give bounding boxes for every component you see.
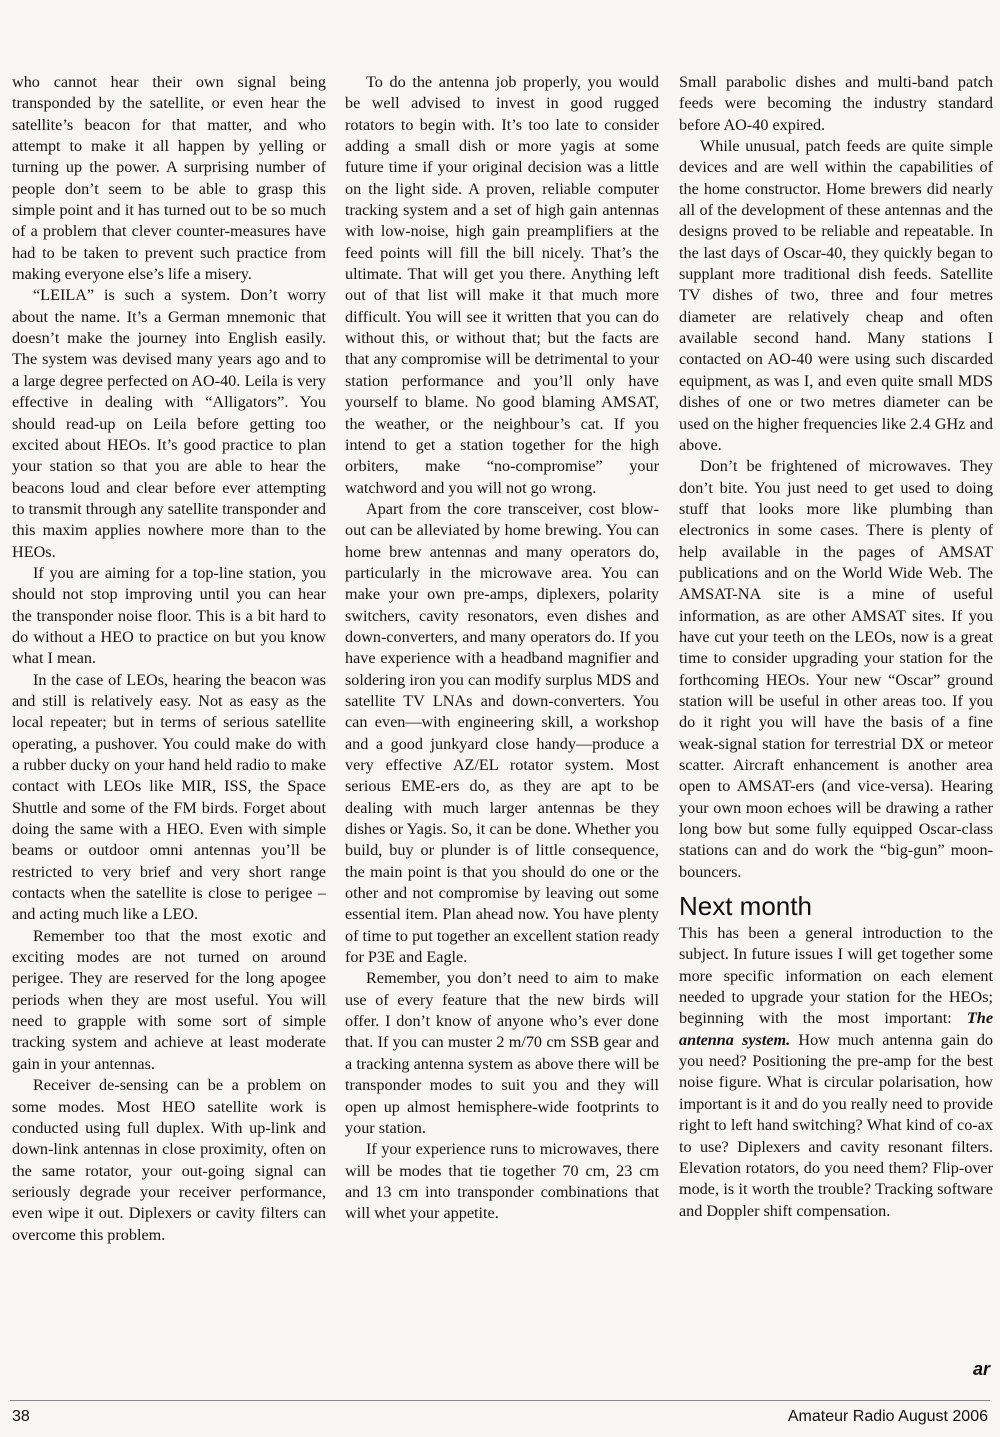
page-number: 38 — [12, 1408, 30, 1425]
next-month-text-before: This has been a general introduction to the subject. In future issues I will get together some more specific information on each element needed to upgrade your station for the HEOs; beginning with the most important: — [679, 924, 993, 1028]
paragraph: Apart from the core transceiver, cost blow-out can be alleviated by home brewing. You can home brew antennas and many operators do, particularly in the microwave area. You can make your own pre-amps, diplexers, polarity switchers, cavity resonators, even dishes and down-converters, and many operators do. If you have experience with a headband magnifier and soldering iron you can modify surplus MDS and satellite TV LNAs and down-converters. You can even—with engineering skill, a workshop and a good junkyard close handy—produce a very effective AZ/EL rotator system. Most serious EME-ers do, as they are apt to be dealing with much larger antennas be they dishes or Yagis. So, it can be done. Whether you build, buy or plunder is of little consequence, the main point is that you should do one or the other and not compromise by leaving out some essential item. Plan ahead now. You have plenty of time to put together an excellent station ready for P3E and Eagle. — [345, 499, 659, 967]
article-column-2 — [345, 72, 659, 1225]
article-column-3 — [679, 72, 993, 1222]
footer-divider — [10, 1400, 990, 1401]
next-month-text-after: How much antenna gain do you need? Positioning the pre-amp for the best noise figure. What is circular polarisation, how important is it and do you really need to provide right to left hand switching? What kind of co-ax to use? Diplexers and cavity resonant filters. Elevation rotators, do you need them? Flip-over mode, is it worth the trouble? Tracking software and Doppler shift compensation. — [679, 1030, 994, 1220]
paragraph: In the case of LEOs, hearing the beacon was and still is relatively easy. Not as easy as the local repeater; but in terms of serious satellite operating, a pushover. You could make do with a rubber ducky on your hand held radio to make contact with LEOs like MIR, ISS, the Space Shuttle and some of the FM birds. Forget about doing the same with a HEO. Even with simple beams or outdoor omni antennas you’ll be restricted to very brief and very short range contacts when the satellite is close to perigee – and acting much like a LEO. — [12, 670, 326, 924]
paragraph: If your experience runs to microwaves, there will be modes that tie together 70 cm, 23 cm and 13 cm into transponder combinations that will whet your appetite. — [345, 1140, 659, 1223]
paragraph: Remember, you don’t need to aim to make use of every feature that the new birds will offer. I don’t know of anyone who’s ever done that. If you can muster 2 m/70 cm SSB gear and a tracking antenna system as above there will be transponder modes to suit you and they will open up almost hemisphere-wide footprints to your station. — [345, 969, 659, 1137]
paragraph: If you are aiming for a top-line station, you should not stop improving until you can hear the transponder noise floor. This is a bit hard to do without a HEO to practice on but you know what I mean. — [12, 563, 326, 668]
paragraph: “LEILA” is such a system. Don’t worry about the name. It’s a German mnemonic that doesn’t make the journey into English easily. The system was devised many years ago and to a large degree perfected on AO-40. Leila is very effective in dealing with “Alligators”. You should read-up on Leila before getting too excited about HEOs. It’s good practice to plan your station so that you are able to hear the beacons loud and clear before ever attempting to transmit through any satellite transponder and this maxim applies nowhere more than to the HEOs. — [12, 286, 326, 561]
next-month-emphasis: The antenna system. — [679, 1009, 993, 1049]
paragraph: Receiver de-sensing can be a problem on some modes. Most HEO satellite work is conducted using full duplex. With up-link and down-link antennas in close proximity, often on the same rotator, your out-going signal can seriously degrade your receiver performance, even wipe it out. Diplexers or cavity filters can overcome this problem. — [12, 1076, 326, 1244]
publication-footer: Amateur Radio August 2006 — [787, 1408, 988, 1425]
paragraph: While unusual, patch feeds are quite simple devices and are well within the capabilities of the home constructor. Home brewers did nearly all of the development of these antennas and the designs proved to be reliable and repeatable. In the last days of Oscar-40, they quickly began to supplant more traditional dish feeds. Satellite TV dishes of two, three and four metres diameter are relatively cheap and often available second hand. Many stations I contacted on AO-40 were using such discarded equipment, as was I, and even quite small MDS dishes of one or two metres diameter can be used on the higher frequencies like 2.4 GHz and above. — [679, 137, 993, 454]
paragraph: To do the antenna job properly, you would be well advised to invest in good rugged rotators to begin with. It’s too late to consider adding a small dish or more yagis at some future time if your original decision was a little on the light side. A proven, reliable computer tracking system and a set of high gain antennas with low-noise, high gain preamplifiers at the feed points will fill the bill nicely. That’s the ultimate. That will get you there. Anything left out of that list will make it that much more difficult. You will see it written that you can do without this, or without that; but the facts are that any compromise will be detrimental to your station performance and you’ll only have yourself to blame. No good blaming AMSAT, the weather, or the neighbour’s cat. If you intend to get a station together for the high orbiters, make “no-compromise” your watchword and you will not go wrong. — [345, 73, 659, 497]
paragraph: Remember too that the most exotic and exciting modes are not turned on around perigee. They are reserved for the long apogee periods when they are most useful. You will need to grapple with some sort of simple tracking system and achieve at least moderate gain in your antennas. — [12, 926, 326, 1073]
paragraph: Small parabolic dishes and multi-band patch feeds were becoming the industry standard before AO-40 expired. — [679, 73, 993, 134]
section-heading-next-month: Next month — [679, 891, 812, 922]
paragraph: who cannot hear their own signal being transponded by the satellite, or even hear the satellite’s beacon for that matter, and who attempt to make it all happen by yelling or turning up the power. A surprising number of people don’t seem to be able to grasp this simple point and it has turned out to be so much of a problem that clever counter-measures have had to be taken to prevent such practice from making everyone else’s life a misery. — [12, 73, 326, 284]
paragraph: Don’t be frightened of microwaves. They don’t bite. You just need to get used to doing stuff that looks more like plumbing than electronics in some cases. There is plenty of help available in the pages of AMSAT publications and on the World Wide Web. The AMSAT-NA site is a mine of useful information, as are other AMSAT sites. If you have cut your teeth on the LEOs, now is a great time to consider upgrading your station for the forthcoming HEOs. Your new “Oscar” ground station will be useful in other areas too. If you do it right you will have the basis of a fine weak-signal station for terrestrial DX or meteor scatter. Aircraft enhancement is another area open to AMSAT-ers (and vice-versa). Hearing your own moon echoes will be drawing a rather long bow but some fully equipped Oscar-class stations can and do work the “big-gun” moon-bouncers. — [679, 457, 993, 881]
next-month-paragraph — [679, 923, 993, 1222]
article-column-1 — [12, 72, 326, 1246]
article-end-mark: ar — [972, 1359, 990, 1379]
